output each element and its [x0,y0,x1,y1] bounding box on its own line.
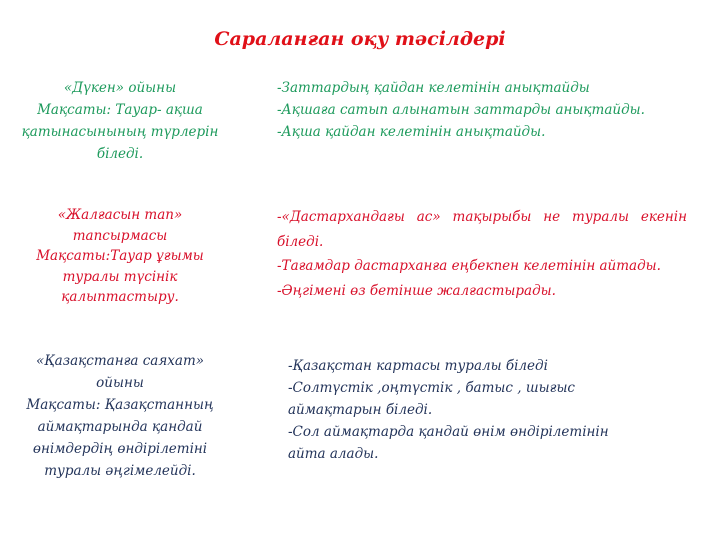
page-title: Сараланған оқу тәсілдері [214,28,506,50]
section-1-outcomes [277,77,645,143]
outcome-line: -Ақшаға сатып алынатын заттарды анықтайды. [277,102,645,118]
activity-goal-line: қатынасынының түрлерін [21,124,219,140]
activity-name-line: тапсырмасы [72,227,168,244]
activity-goal-line: аймақтарында қандай [37,419,203,435]
activity-name: «Дүкен» ойыны [63,80,177,96]
outcome-line: аймақтарын біледі. [288,402,433,418]
outcome-line: -Тағамдар дастарханға еңбекпен келетінін айтады. [277,258,661,274]
section-2-outcomes [277,205,687,303]
outcome-line: -Қазақстан картасы туралы біледі [288,358,548,374]
outcome-line: -Солтүстік ,оңтүстік , батыс , шығыс [288,380,575,396]
activity-name: «Қазақстанға саяхат» [35,353,205,369]
activity-goal-line: біледі. [96,146,144,162]
activity-goal-line: өнімдердің өндірілетіні [32,441,208,457]
section-3-activity [4,350,236,482]
outcome-line: біледі. [277,233,324,250]
activity-name-line: ойыны [96,375,144,391]
outcome-line: -Заттардың қайдан келетінін анықтайды [277,80,590,96]
activity-goal-line: туралы түсінік [62,268,178,285]
outcome-line: айта алады. [288,446,379,462]
section-3-outcomes [288,355,609,465]
activity-goal-line: Мақсаты: Тауар- ақша [37,102,203,118]
section-1-activity [4,77,236,165]
activity-goal-line: Мақсаты: Қазақстанның [26,397,214,413]
section-2-activity [4,205,236,308]
outcome-line: -Әңгімені өз бетінше жалғастырады. [277,282,556,299]
outcome-line: -Сол аймақтарда қандай өнім өндірілетінін [288,424,609,440]
activity-name: «Жалғасын тап» [57,207,183,223]
activity-goal-line: қалыптастыру. [61,289,179,305]
activity-goal-line: Мақсаты:Тауар ұғымы [36,248,204,264]
outcome-line: -«Дастархандағы ас» тақырыбы не туралы екенін [277,209,687,225]
activity-goal-line: туралы әңгімелейді. [44,463,196,479]
outcome-line: -Ақша қайдан келетінін анықтайды. [277,124,546,140]
